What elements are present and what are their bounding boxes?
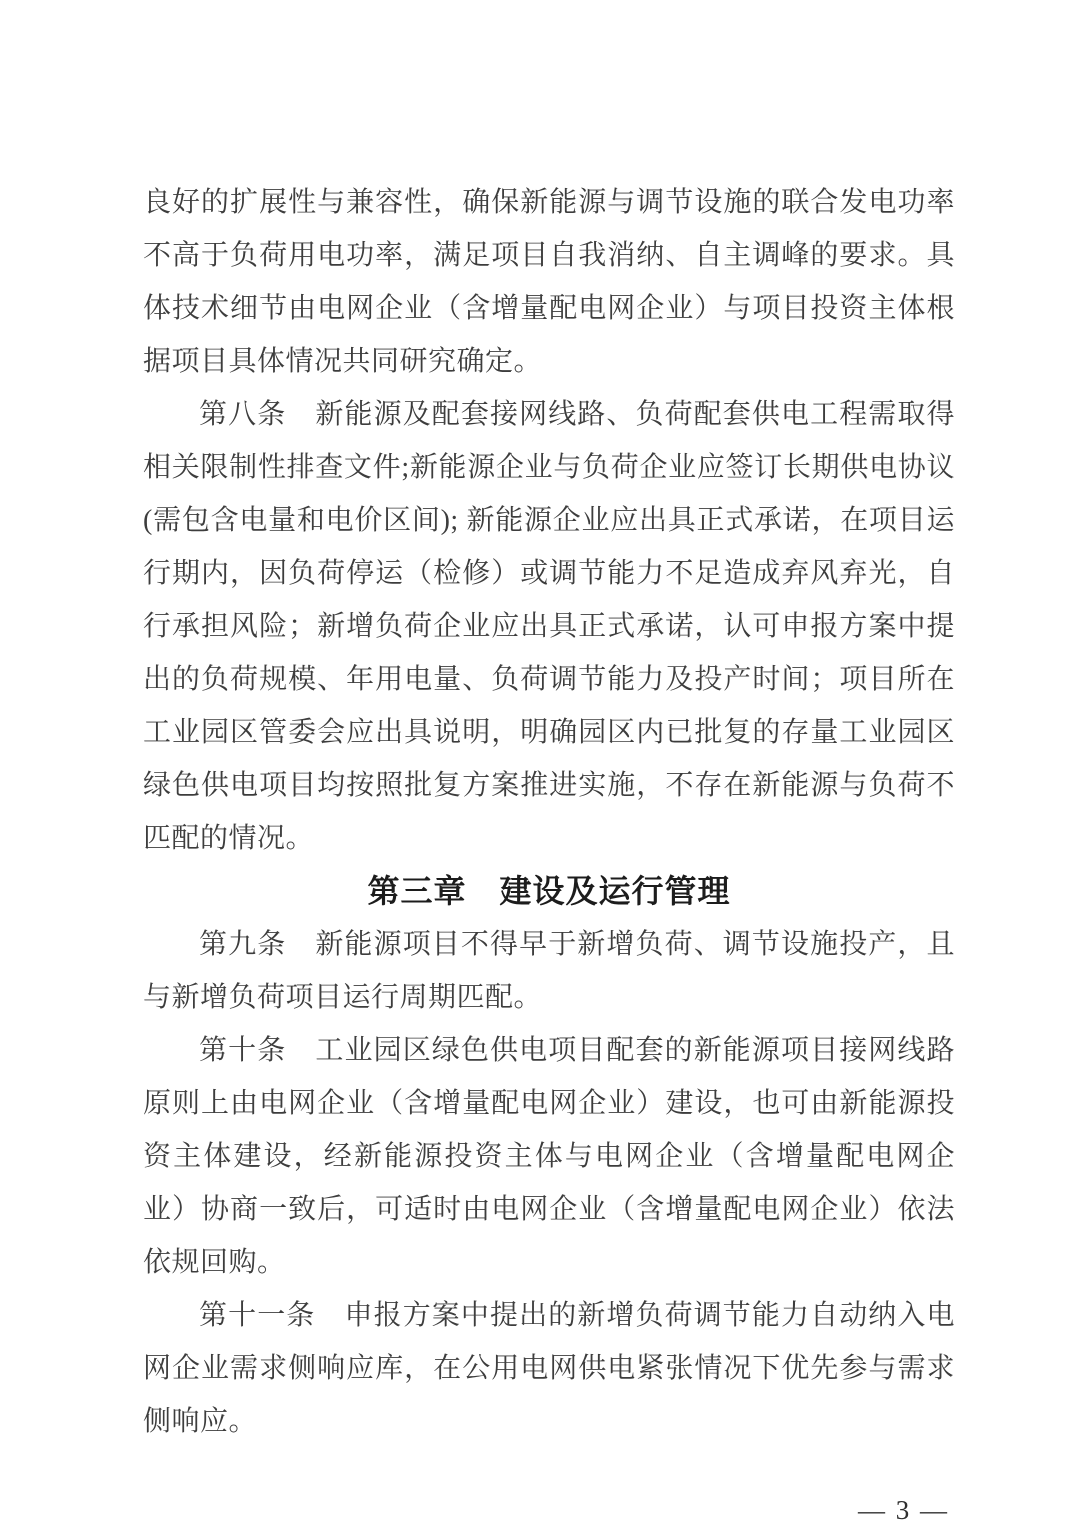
paragraph-article-8: 第八条 新能源及配套接网线路、负荷配套供电工程需取得相关限制性排查文件;新能源企业与负荷企业应签订长期供电协议(需包含电量和电价区间); 新能源企业应出具正式承诺，在项目运行期内，因负荷停运（检修）或调节能力不足造成弃风弃光，自行承担风险；新增负荷企业应出具正式承诺，认可申报方案中提出的负荷规模、年用电量、负荷调节能力及投产时间；项目所在工业园区管委会应出具说明，明确园区内已批复的存量工业园区绿色供电项目均按照批复方案推进实施，不存在新能源与负荷不匹配的情况。 — [143, 399, 955, 854]
paragraph-article-9: 第九条 新能源项目不得早于新增负荷、调节设施投产，且与新增负荷项目运行周期匹配。 — [143, 929, 955, 1013]
paragraph-article-11: 第十一条 申报方案中提出的新增负荷调节能力自动纳入电网企业需求侧响应库，在公用电网供电紧张情况下优先参与需求侧响应。 — [143, 1300, 955, 1437]
paragraph-article-10: 第十条 工业园区绿色供电项目配套的新能源项目接网线路原则上由电网企业（含增量配电网企业）建设，也可由新能源投资主体建设，经新能源投资主体与电网企业（含增量配电网企业）协商一致后，可适时由电网企业（含增量配电网企业）依法依规回购。 — [143, 1035, 955, 1278]
paragraph-continuation: 良好的扩展性与兼容性，确保新能源与调节设施的联合发电功率不高于负荷用电功率，满足项目自我消纳、自主调峰的要求。具体技术细节由电网企业（含增量配电网企业）与项目投资主体根据项目具体情况共同研究确定。 — [143, 187, 955, 377]
chapter-heading: 第三章 建设及运行管理 — [367, 873, 731, 909]
page-number: — 3 — — [858, 1495, 949, 1525]
